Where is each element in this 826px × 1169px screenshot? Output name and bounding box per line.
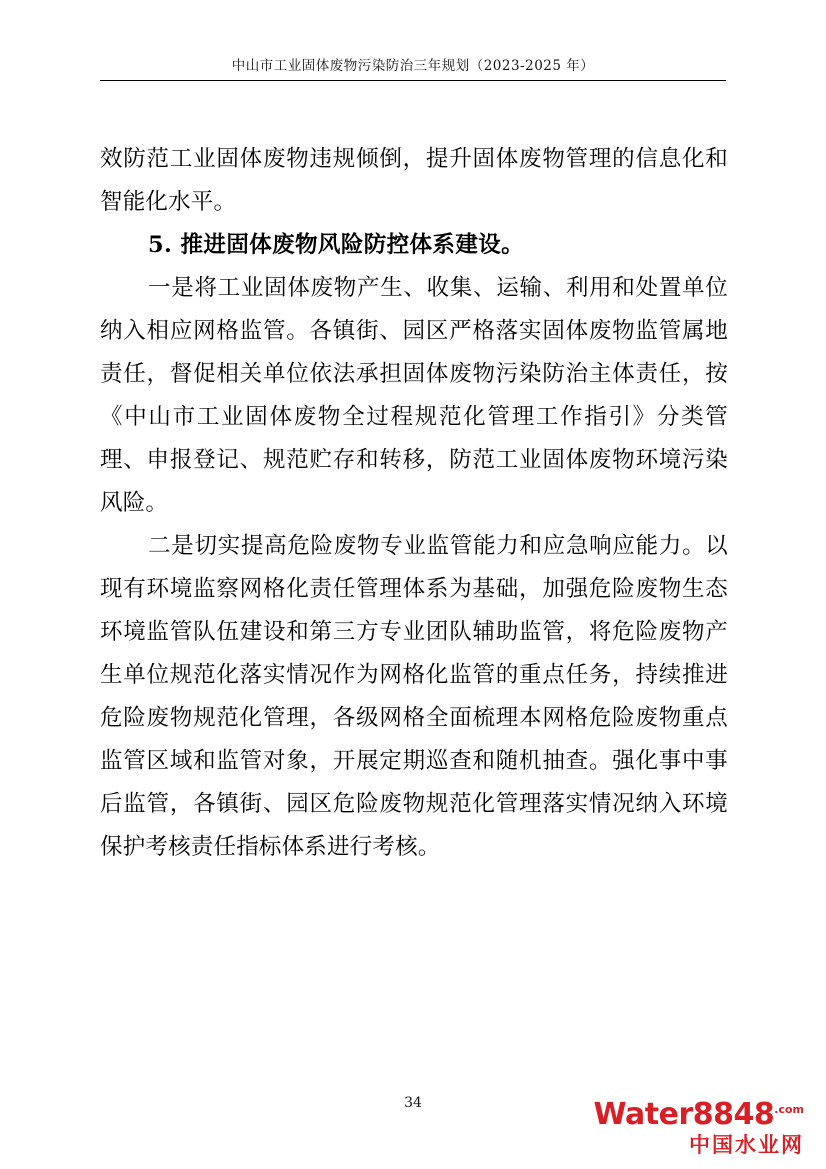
- header-title: 中山市工业固体废物污染防治三年规划（2023-2025 年）: [231, 58, 595, 74]
- watermark-brand: [594, 1094, 804, 1131]
- watermark-brand-suffix: .com: [774, 1103, 804, 1116]
- paragraph-continued: 效防范工业固体废物违规倾倒，提升固体废物管理的信息化和智能化水平。: [100, 146, 728, 215]
- watermark: [594, 1094, 804, 1157]
- header-divider: [100, 80, 726, 81]
- page-number: 34: [404, 1095, 422, 1111]
- section-heading-5: 5. 推进固体废物风险防控体系建设。: [148, 232, 525, 258]
- page-header: [100, 54, 726, 81]
- watermark-brand-text: Water8848: [593, 1097, 775, 1132]
- paragraph-point-one: 一是将工业固体废物产生、收集、运输、利用和处置单位纳入相应网格监管。各镇街、园区严格落实固体废物监管属地责任，督促相关单位依法承担固体废物污染防治主体责任，按《中山市工业固体废物全过程规范化管理工作指引》分类管理、申报登记、规范贮存和转移，防范工业固体废物环境污染风险。: [100, 275, 728, 516]
- document-body: [100, 138, 728, 869]
- paragraph-point-two: 二是切实提高危险废物专业监管能力和应急响应能力。以现有环境监察网格化责任管理体系为基础，加强危险废物生态环境监管队伍建设和第三方专业团队辅助监管，将危险废物产生单位规范化落实情况作为网格化监管的重点任务，持续推进危险废物规范化管理，各级网格全面梳理本网格危险废物重点监管区域和监管对象，开展定期巡查和随机抽查。强化事中事后监管，各镇街、园区危险废物规范化管理落实情况纳入环境保护考核责任指标体系进行考核。: [100, 533, 728, 860]
- watermark-subtitle: 中国水业网: [689, 1133, 804, 1157]
